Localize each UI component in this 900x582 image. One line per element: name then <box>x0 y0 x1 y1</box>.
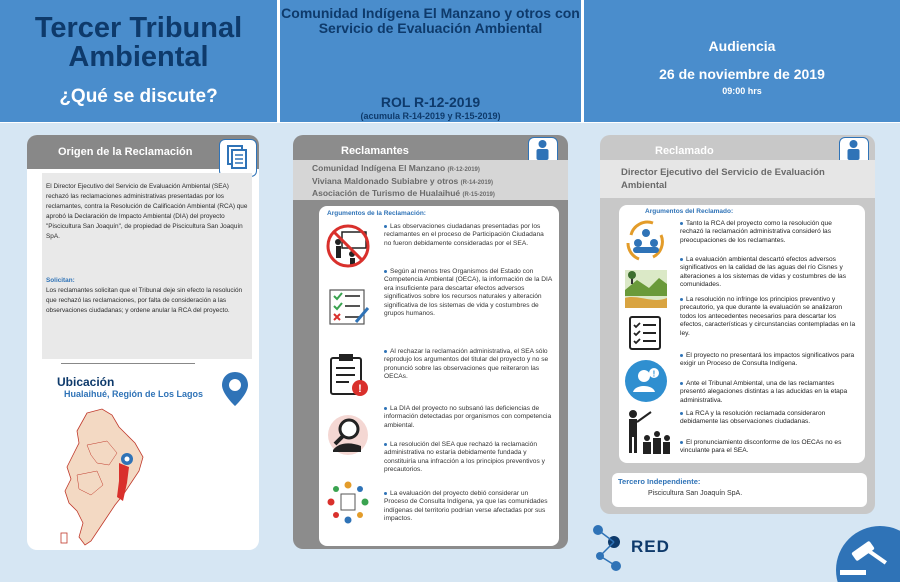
landscape-river-icon <box>623 268 669 310</box>
bullet-icon <box>680 412 683 415</box>
reclamantes-args-title: Argumentos de la Reclamación: <box>327 210 426 217</box>
reclamado-arg-3: La resolución no infringe los principios preventivo y precautorio, ya que durante la evaluación se analizaron todos los antecedentes necesarios para descartar los efectos, características y circunstancias contempladas en la ley. <box>680 296 856 337</box>
page-title: Tercer Tribunal Ambiental <box>34 12 243 73</box>
reclamado-args-title: Argumentos del Reclamado: <box>645 208 734 215</box>
bullet-icon <box>680 354 683 357</box>
reclamado-arg-6: La RCA y la resolución reclamada consideraron debidamente las observaciones ciudadanas. <box>680 410 826 426</box>
checklist-icon <box>627 315 663 351</box>
audiencia-time: 09:00 hrs <box>722 86 762 96</box>
reclamantes-arg-2: Según al menos tres Organismos del Estado con Competencia Ambiental (OECA), la información de la DIA era insuficiente para descartar efectos adversos significativos sobre los recursos naturales y alteración significativa de los sistemas de vida y costumbres de grupos humanos. <box>384 268 552 318</box>
ubicacion-place: Hualaihué, Región de Los Lagos <box>64 389 204 399</box>
reclamantes-arg-3: Al rechazar la reclamación administrativa, el SEA sólo reprodujo los argumentos del titular del proyecto y no se pronunció sobre las observaciones que reiteraron las OECAs. <box>384 348 549 381</box>
audiencia-date: 26 de noviembre de 2019 <box>659 66 825 82</box>
reclamado-arg-1: Tanto la RCA del proyecto como la resolución que rechazó la reclamación administrativa consideró las preocupaciones de los reclamantes. <box>680 220 832 244</box>
user-alert-icon <box>623 358 669 404</box>
bullet-icon <box>680 298 683 301</box>
tercero-name: Piscicultura San Joaquín SpA. <box>648 490 743 497</box>
magnifier-hand-icon <box>325 412 371 458</box>
audiencia-label: Audiencia <box>708 38 776 54</box>
origen-title: Origen de la Reclamación <box>58 146 193 158</box>
consultation-people-icon <box>325 480 371 526</box>
clipboard-alert-icon <box>325 352 371 398</box>
ubicacion-title: Ubicación <box>57 375 115 389</box>
bullet-icon <box>680 382 683 385</box>
party-list <box>312 163 495 201</box>
bullet-icon <box>680 258 683 261</box>
svg-text:!: ! <box>652 369 656 379</box>
checklist-icon <box>326 284 370 328</box>
divider <box>61 363 195 364</box>
reclamantes-arg-1: Las observaciones ciudadanas presentadas por los reclamantes en el proceso de Participación Ciudadana no fueron debidamente consideradas por el SEA. <box>384 223 544 247</box>
no-participation-icon <box>324 222 372 270</box>
case-rol: ROL R-12-2019 <box>380 94 481 110</box>
reclamado-title: Reclamado <box>655 145 714 157</box>
community-cycle-icon <box>623 219 669 263</box>
gavel-icon <box>830 518 900 582</box>
reclamantes-arg-5: La resolución del SEA que rechazó la reclamación administrativa no estaría debidamente fundada y constituiría una infracción a los principios preventivos y precautorios. <box>384 441 545 474</box>
case-title: Comunidad Indígena El Manzano y otros con Servicio de Evaluación Ambiental <box>281 5 580 36</box>
origen-body: El Director Ejecutivo del Servicio de Evaluación Ambiental (SEA) rechazó las reclamaciones administrativas presentadas por los reclamantes, contra la Resolución de Calificación Ambiental (RCA) que aprobó la Declaración de Impacto Ambiental (DIA) del proyecto "Piscicultura San Joaquín", de propiedad de Piscicultura San Joaquín SpA. <box>46 183 248 240</box>
logo-text: RED <box>631 537 670 556</box>
party-2: Viviana Maldonado Subiabre y otros (R-14-2019) <box>312 175 493 186</box>
case-rol-sub: (acumula R-14-2019 y R-15-2019) <box>360 111 501 121</box>
solicitan-label: Solicitan: <box>46 277 75 284</box>
bullet-icon <box>384 270 387 273</box>
location-pin-icon <box>220 370 250 408</box>
presentation-audience-icon <box>623 408 671 458</box>
region-map <box>57 405 157 550</box>
bullet-icon <box>680 441 683 444</box>
page-question: ¿Qué se discute? <box>59 86 218 107</box>
reclamantes-title: Reclamantes <box>341 145 409 157</box>
svg-text:!: ! <box>358 383 362 395</box>
bullet-icon <box>384 407 387 410</box>
bullet-icon <box>384 443 387 446</box>
reclamado-arg-5: Ante el Tribunal Ambiental, una de las reclamantes presentó alegaciones distintas a las aducidas en la etapa administrativa. <box>680 380 848 404</box>
reclamado-name: Director Ejecutivo del Servicio de Evaluación Ambiental <box>621 167 825 191</box>
reclamado-arg-4: El proyecto no presentará los impactos significativos para exigir un Proceso de Consulta Indígena. <box>680 352 855 368</box>
documents-icon <box>219 139 257 177</box>
solicitan-body: Los reclamantes solicitan que el Tribunal deje sin efecto la resolución que rechazó las reclamaciones, por falta de consideración a las observaciones ciudadanas; y ordene anular la RCA del proyecto. <box>46 287 243 314</box>
party-1: Comunidad Indígena El Manzano (R-12-2019) <box>312 163 480 173</box>
bullet-icon <box>384 225 387 228</box>
reclamantes-arg-6: La evaluación del proyecto debió considerar un Proceso de Consulta Indígena, ya que las comunidades indígenas del territorio podrían verse afectadas por sus impactos. <box>384 490 548 523</box>
reclamado-arg-2: La evaluación ambiental descartó efectos adversos significativos en la calidad de las aguas del río Cisnes y alteraciones a los sistemas de vidas y costumbres de las comunidades. <box>680 256 847 289</box>
reclamantes-arg-4: La DIA del proyecto no subsanó las deficiencias de información detectadas por organismos con competencia ambiental. <box>384 405 552 429</box>
bullet-icon <box>384 350 387 353</box>
bullet-icon <box>384 492 387 495</box>
bullet-icon <box>680 222 683 225</box>
party-3: Asociación de Turismo de Hualaihué (R-15-2019) <box>312 188 495 198</box>
tercero-label: Tercero Independiente: <box>618 477 701 486</box>
reclamado-arg-7: El pronunciamiento disconforme de los OECAs no es vinculante para el SEA. <box>680 439 842 455</box>
header-right-panel <box>584 0 900 122</box>
